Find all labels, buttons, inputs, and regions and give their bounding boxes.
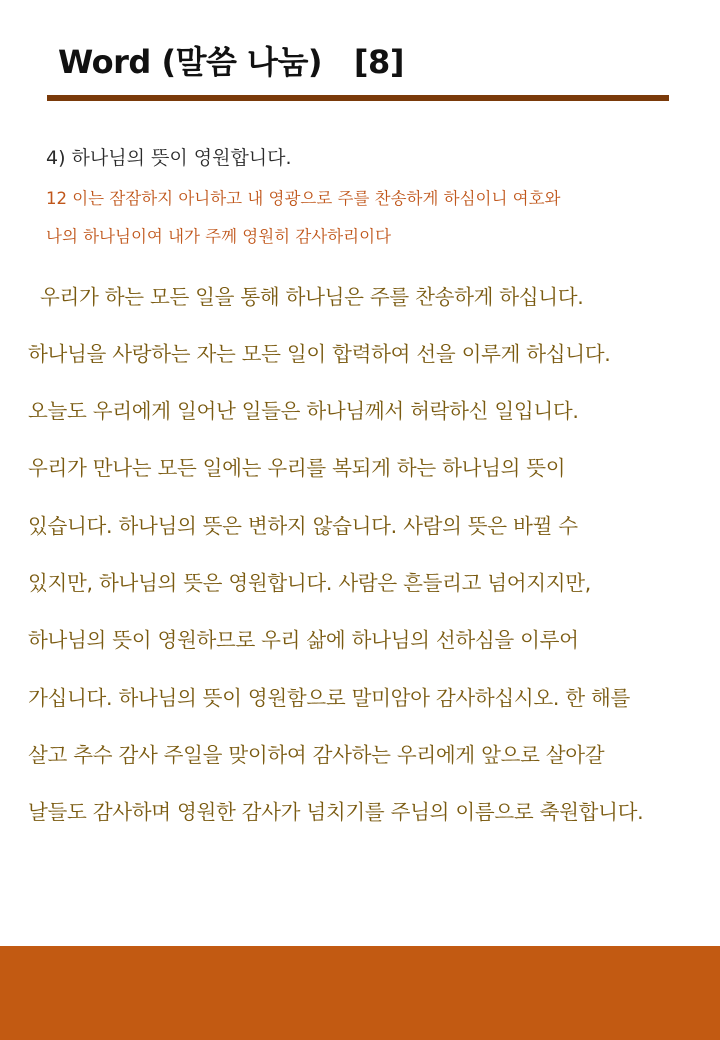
verse-line-2: 나의 하나님이여 내가 주께 영원히 감사하리이다 [46, 227, 392, 246]
section-heading: 4) 하나님의 뜻이 영원합니다. [46, 147, 292, 169]
body-line-2: 하나님을 사랑하는 자는 모든 일이 합력하여 선을 이루게 하십니다. [28, 342, 611, 366]
body-line-6: 있지만, 하나님의 뜻은 영원합니다. 사람은 흔들리고 넘어지지만, [28, 571, 592, 595]
page-title: Word (말씀 나눔) [8] [58, 43, 404, 81]
body-line-10: 날들도 감사하며 영원한 감사가 넘치기를 주님의 이름으로 축원합니다. [28, 800, 644, 824]
body-line-3: 오늘도 우리에게 일어난 일들은 하나님께서 허락하신 일입니다. [28, 399, 579, 423]
title-divider [47, 95, 669, 101]
body-line-9: 살고 추수 감사 주일을 맞이하여 감사하는 우리에게 앞으로 살아갈 [28, 743, 605, 767]
body-line-7: 하나님의 뜻이 영원하므로 우리 삶에 하나님의 선하심을 이루어 [28, 628, 579, 652]
body-line-8: 가십니다. 하나님의 뜻이 영원함으로 말미암아 감사하십시오. 한 해를 [28, 686, 631, 710]
verse-line-1: 12 이는 잠잠하지 아니하고 내 영광으로 주를 찬송하게 하심이니 여호와 [46, 189, 561, 208]
body-line-5: 있습니다. 하나님의 뜻은 변하지 않습니다. 사람의 뜻은 바뀔 수 [28, 514, 578, 538]
footer-bar [0, 946, 720, 1040]
body-line-4: 우리가 만나는 모든 일에는 우리를 복되게 하는 하나님의 뜻이 [28, 456, 566, 480]
body-line-1: 우리가 하는 모든 일을 통해 하나님은 주를 찬송하게 하십니다. [40, 285, 584, 309]
